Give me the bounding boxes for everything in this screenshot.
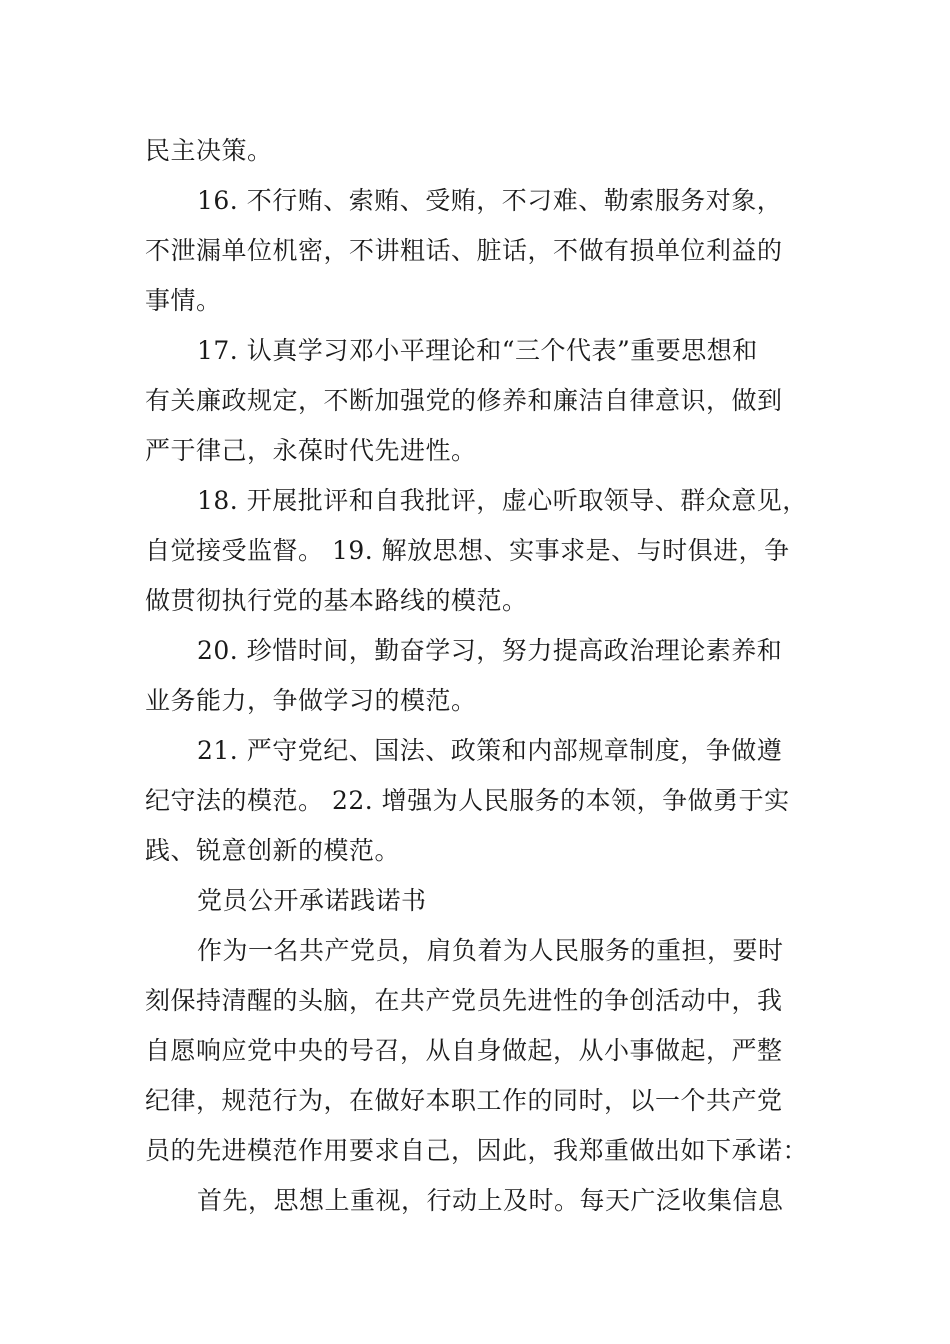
text-line: 18. 开展批评和自我批评，虚心听取领导、群众意见， <box>197 486 808 515</box>
text-line: 17. 认真学习邓小平理论和“三个代表”重要思想和 <box>197 336 758 365</box>
text-line: 16. 不行贿、索贿、受贿，不刁难、勒索服务对象， <box>197 186 783 215</box>
text-line: 践、锐意创新的模范。 <box>145 836 401 865</box>
text-line: 自觉接受监督。 19. 解放思想、实事求是、与时俱进，争 <box>145 536 790 565</box>
text-line: 业务能力，争做学习的模范。 <box>145 686 477 715</box>
text-line: 纪守法的模范。 22. 增强为人民服务的本领，争做勇于实 <box>145 786 790 815</box>
text-line: 首先，思想上重视，行动上及时。每天广泛收集信息 <box>197 1186 784 1215</box>
document-body <box>145 126 845 1226</box>
text-line: 刻保持清醒的头脑，在共产党员先进性的争创活动中，我 <box>145 986 783 1015</box>
text-line: 严于律己，永葆时代先进性。 <box>145 436 477 465</box>
section-heading: 党员公开承诺践诺书 <box>197 886 427 915</box>
text-line: 有关廉政规定，不断加强党的修养和廉洁自律意识，做到 <box>145 386 783 415</box>
text-line: 员的先进模范作用要求自己，因此，我郑重做出如下承诺： <box>145 1136 809 1165</box>
text-line: 作为一名共产党员，肩负着为人民服务的重担，要时 <box>197 936 784 965</box>
text-line: 自愿响应党中央的号召，从自身做起，从小事做起，严整 <box>145 1036 783 1065</box>
text-line: 20. 珍惜时间，勤奋学习，努力提高政治理论素养和 <box>197 636 783 665</box>
text-line: 纪律，规范行为，在做好本职工作的同时，以一个共产党 <box>145 1086 783 1115</box>
text-line: 不泄漏单位机密，不讲粗话、脏话，不做有损单位利益的 <box>145 236 783 265</box>
text-line: 做贯彻执行党的基本路线的模范。 <box>145 586 528 615</box>
text-line: 事情。 <box>145 286 222 315</box>
text-line: 21. 严守党纪、国法、政策和内部规章制度，争做遵 <box>197 736 783 765</box>
text-line: 民主决策。 <box>145 136 273 165</box>
